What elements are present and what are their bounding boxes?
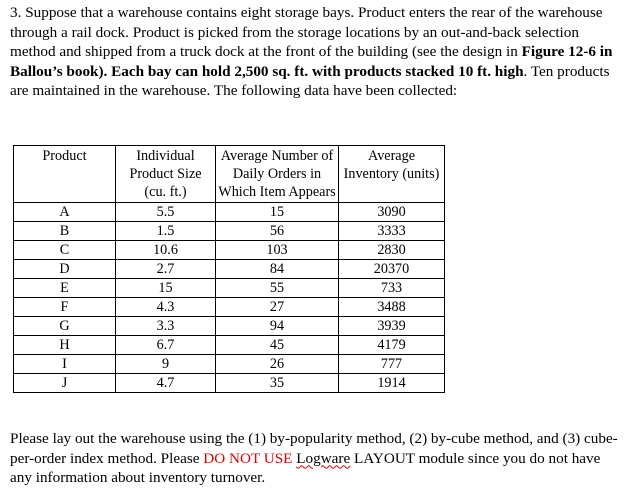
cell-inventory: 2830 (339, 240, 445, 259)
cell-inventory: 733 (339, 278, 445, 297)
cell-product: H (14, 335, 116, 354)
header-average-inventory: Average Inventory (units) (339, 146, 445, 203)
cell-size: 9 (116, 354, 216, 373)
cell-product: B (14, 221, 116, 240)
problem-statement (10, 3, 622, 101)
cell-orders: 103 (216, 240, 339, 259)
cell-orders: 15 (216, 202, 339, 221)
table-row (14, 335, 445, 354)
cell-orders: 45 (216, 335, 339, 354)
table-row (14, 373, 445, 392)
cell-size: 5.5 (116, 202, 216, 221)
cell-product: J (14, 373, 116, 392)
table-row (14, 240, 445, 259)
header-product: Product (14, 146, 116, 203)
cell-orders: 35 (216, 373, 339, 392)
cell-orders: 56 (216, 221, 339, 240)
cell-size: 4.3 (116, 297, 216, 316)
instructions-text: Please lay out the warehouse using the (1) by-popularity method, (2) by-cube method, and (3) cube-per-order index method. Please (10, 430, 618, 467)
cell-inventory: 777 (339, 354, 445, 373)
cell-product: F (14, 297, 116, 316)
cell-inventory: 3333 (339, 221, 445, 240)
cell-size: 10.6 (116, 240, 216, 259)
intro-text: 3. Suppose that a warehouse contains eight storage bays. Product enters the rear of the warehouse through a rail dock. Product is picked from the storage locations by an out-and-back selection method and shipped from a truck dock at the front of the building (see the design in (10, 4, 603, 61)
cell-product: I (14, 354, 116, 373)
red-emphasis-text: DO NOT USE (203, 449, 293, 467)
cell-orders: 55 (216, 278, 339, 297)
cell-orders: 84 (216, 259, 339, 278)
cell-orders: 26 (216, 354, 339, 373)
table-row (14, 259, 445, 278)
cell-product: A (14, 202, 116, 221)
table-row (14, 221, 445, 240)
cell-inventory: 3939 (339, 316, 445, 335)
cell-size: 3.3 (116, 316, 216, 335)
cell-size: 2.7 (116, 259, 216, 278)
cell-inventory: 1914 (339, 373, 445, 392)
instructions-text-end: LAYOUT module since you do not have any information about inventory turnover. (10, 449, 601, 487)
product-data-table (13, 145, 445, 393)
cell-inventory: 4179 (339, 335, 445, 354)
cell-size: 6.7 (116, 335, 216, 354)
table-header-row (14, 146, 445, 203)
cell-inventory: 3090 (339, 202, 445, 221)
intro-bold-text: Figure 12-6 in Ballou’s book). Each bay can hold 2,500 sq. ft. with products stacked 10 ft. high (10, 43, 613, 80)
table-row (14, 202, 445, 221)
cell-orders: 94 (216, 316, 339, 335)
header-product-size: Individual Product Size (cu. ft.) (116, 146, 216, 203)
header-daily-orders: Average Number of Daily Orders in Which Item Appears (216, 146, 339, 203)
cell-product: E (14, 278, 116, 297)
instructions (10, 429, 622, 488)
cell-orders: 27 (216, 297, 339, 316)
table-row (14, 354, 445, 373)
cell-inventory: 3488 (339, 297, 445, 316)
table-row (14, 278, 445, 297)
table-row (14, 297, 445, 316)
cell-inventory: 20370 (339, 259, 445, 278)
cell-product: D (14, 259, 116, 278)
cell-size: 1.5 (116, 221, 216, 240)
spellcheck-word: Logware (296, 449, 351, 467)
cell-size: 15 (116, 278, 216, 297)
cell-size: 4.7 (116, 373, 216, 392)
cell-product: C (14, 240, 116, 259)
cell-product: G (14, 316, 116, 335)
intro-text-end: . Ten products are maintained in the warehouse. The following data have been collected: (10, 62, 610, 100)
table-row (14, 316, 445, 335)
